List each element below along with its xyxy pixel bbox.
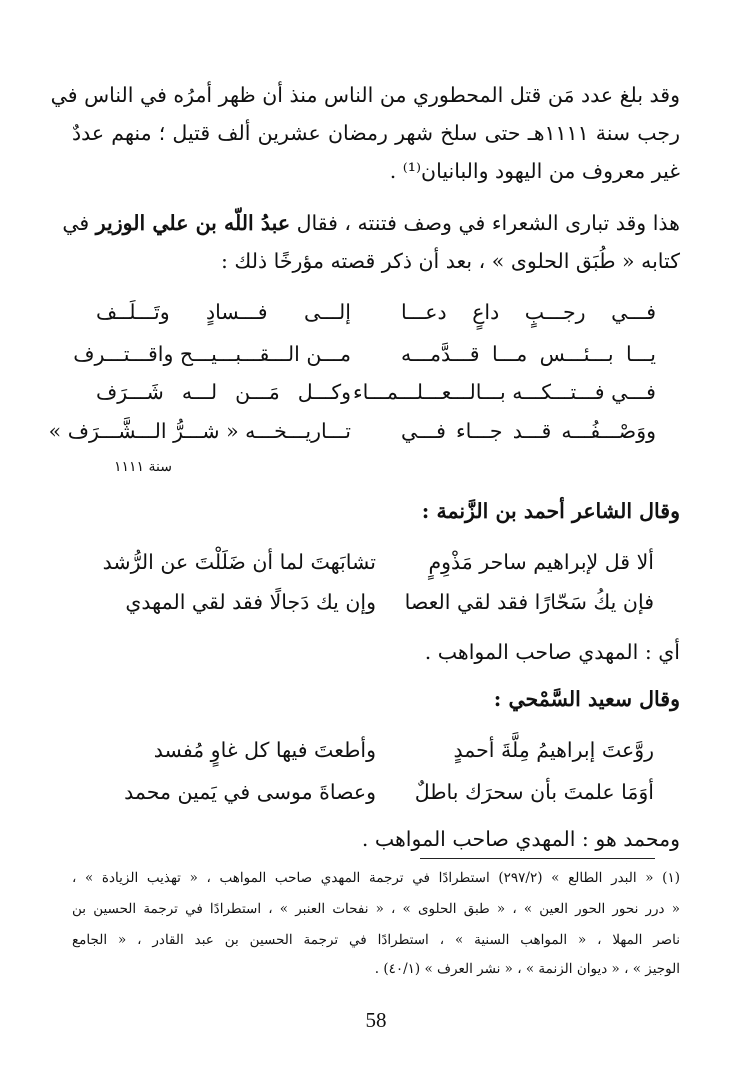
page-number: 58 — [365, 1008, 387, 1032]
poem2-verse1-first: ألا قل لإبراهيم ساحر مَذْوِمٍ — [428, 550, 654, 574]
footnote-line-2: « درر نحور الحور العين » ، « طبق الحلوى » ، « نفحات العنبر » ، استطرادًا في ترجمة الحسين بن — [72, 901, 680, 917]
poem1-verse1-second: إلـــى فـــسادٍ وتَـــلَــف — [96, 300, 351, 324]
para2-line-2: كتابه « طُبَق الحلوى » ، بعد أن ذكر قصته مؤرخًا ذلك : — [221, 249, 680, 273]
poem2-verse2-first: فإن يكُ سَحّارًا فقد لقي العصا — [404, 590, 654, 614]
intro-line-3: غير معروف من اليهود والبانيان⁽¹⁾ . — [389, 159, 680, 183]
poem2-verse1-second: تشابَهتَ لما أن ضَلَلْتَ عن الرُّشد — [102, 550, 376, 574]
year-note: سنة ١١١١ — [114, 459, 172, 475]
poem1-verse2-first: يـــا بـــئـــس مـــا قـــدَّمـــه — [401, 342, 656, 366]
footnote-line-3: ناصر المهلا ، « المواهب السنية » ، استطرادًا في ترجمة الحسين بن عبد القادر ، « الجامع — [72, 932, 680, 948]
footnote-line-4: الوجيز » ، « ديوان الزنمة » ، « نشر العرف » (٤٠/١) . — [374, 961, 680, 977]
para2-line-1 — [62, 206, 680, 240]
para2-line1-before: هذا وقد تبارى الشعراء في وصف فتنته ، فقال — [296, 211, 680, 235]
poem1-verse2-second: مـــن الـــقـــبـــيـــح واقـــتـــرف — [73, 342, 351, 366]
heading-samhi: وقال سعيد السَّمْحي : — [493, 687, 680, 711]
poem3-verse2-first: أوَمَا علمتَ بأن سحرَك باطلٌ — [414, 780, 654, 804]
poem1-verse4-first: ووَصْـــفُـــه قـــد جـــاء فـــي — [401, 419, 656, 443]
poem2-verse2-second: وإن يك دَجالًا فقد لقي المهدي — [125, 590, 376, 614]
heading-zanma: وقال الشاعر أحمد بن الزَّنمة : — [421, 499, 680, 523]
poem1-verse3-first: فـــي فـــتـــكـــه بـــالـــعـــلـــمـــاء — [353, 380, 656, 404]
poem1-verse1-first: فـــي رجـــبٍ داعٍ دعـــا — [401, 300, 656, 324]
author-name: عبدُ اللّه بن علي الوزير — [95, 211, 291, 235]
explanation-2: ومحمد هو : المهدي صاحب المواهب . — [361, 827, 680, 851]
footnote-line-1: (١) « البدر الطالع » (٢٩٧/٢) استطرادًا في ترجمة المهدي صاحب المواهب ، « تهذيب الزيادة » ، — [72, 870, 680, 886]
explanation-1: أي : المهدي صاحب المواهب . — [424, 640, 680, 664]
intro-line-2: رجب سنة ١١١١هـ حتى سلخ شهر رمضان عشرين ألف قتيل ؛ منهم عددٌ — [72, 121, 680, 145]
poem1-verse3-second: وكـــل مَـــن لـــه شَـــرَف — [96, 380, 351, 404]
poem1-verse4-second: تـــاريـــخـــه « شـــرُّ الـــشَّـــرَف » — [48, 419, 351, 443]
para2-line1-after: في — [62, 211, 90, 235]
poem3-verse1-first: روَّعتَ إبراهيمُ مِلَّةَ أحمدٍ — [453, 738, 654, 762]
poem3-verse1-second: وأطعتَ فيها كل غاوٍ مُفسد — [153, 738, 376, 762]
footnote-separator — [420, 858, 655, 859]
intro-line-1: وقد بلغ عدد مَن قتل المحطوري من الناس منذ أن ظهر أمرُه في الناس في — [50, 83, 680, 107]
poem3-verse2-second: وعصاةَ موسى في يَمين محمد — [124, 780, 376, 804]
